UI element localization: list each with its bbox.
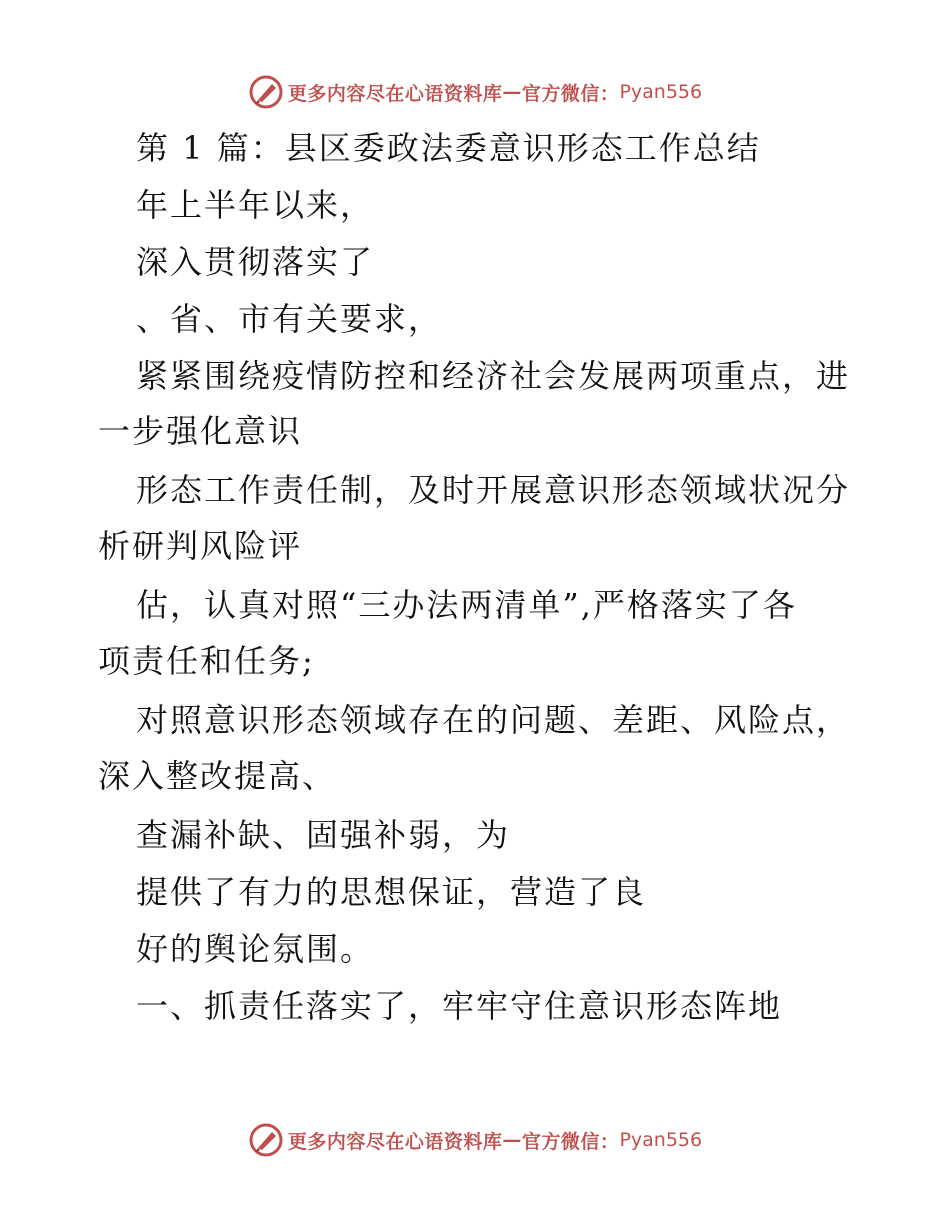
paragraph-line: 估，认真对照“三办法两清单”,严格落实了各	[136, 586, 797, 624]
paragraph-line: 年上半年以来，	[136, 186, 375, 224]
paragraph-line: 提供了有力的思想保证，营造了良	[136, 873, 647, 911]
paragraph-line: 深入整改提高、	[98, 757, 337, 795]
document-title: 第 1 篇：县区委政法委意识形态工作总结	[136, 129, 761, 167]
section-heading: 一、抓责任落实了，牢牢守住意识形态阵地	[136, 987, 783, 1025]
paragraph-line: 一步强化意识	[98, 412, 303, 450]
paragraph-line: 深入贯彻落实了	[136, 243, 375, 281]
watermark-id: Pyan556	[619, 1129, 703, 1151]
paragraph-line: 好的舆论氛围。	[136, 930, 375, 968]
paragraph-line: 形态工作责任制，及时开展意识形态领域状况分	[136, 471, 851, 509]
paragraph-line: 查漏补缺、固强补弱，为	[136, 816, 511, 854]
paragraph-line: 紧紧围绕疫情防控和经济社会发展两项重点，进	[136, 357, 851, 395]
watermark-site: 更多内容尽在心语资料库	[287, 82, 503, 105]
watermark-label: 官方微信：	[521, 1130, 620, 1153]
watermark-label: 官方微信：	[521, 82, 620, 105]
pen-logo-icon	[248, 1122, 284, 1158]
pen-logo-icon	[248, 74, 284, 110]
paragraph-line: 、省、市有关要求，	[136, 300, 443, 338]
header-watermark	[0, 72, 950, 112]
paragraph-line: 对照意识形态领域存在的问题、差距、风险点，	[136, 701, 851, 739]
watermark-site: 更多内容尽在心语资料库	[287, 1130, 503, 1153]
footer-watermark	[0, 1120, 950, 1160]
watermark-dash: —	[502, 1129, 522, 1151]
paragraph-line: 析研判风险评	[98, 527, 303, 565]
watermark-dash: —	[502, 81, 522, 103]
watermark-id: Pyan556	[619, 81, 703, 103]
paragraph-line: 项责任和任务;	[98, 642, 315, 680]
